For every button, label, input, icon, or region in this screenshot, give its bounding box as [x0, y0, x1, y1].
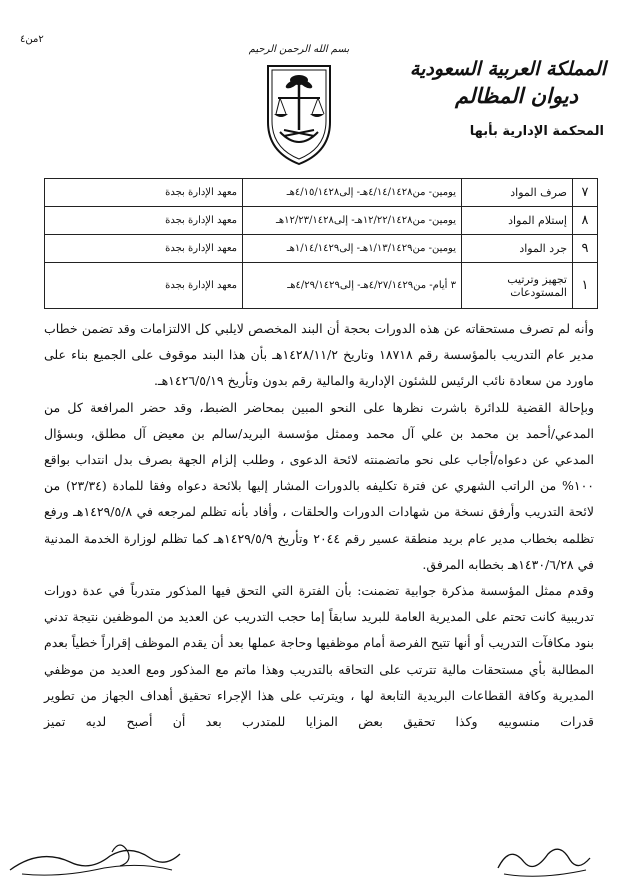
course-place: معهد الإدارة بجدة	[45, 207, 243, 235]
body-paragraph: وقدم ممثل المؤسسة مذكرة جوابية تضمنت: بأن الفترة التي التحق فيها المذكور متدرباً في عدة دورات تدريبية كانت تحتم على المديرية العامة للبريد سابقاً إما حجب التدريب عن العديد من الموظفين نتيجة تدني بنود مكافآت التدريب أو أنها تتيح الفرصة أمام موظفيها وحاجة عملها بعد أن يقدم الموظف إقراراً خطياً بعدم المطالبة بأي مستحقات مالية تترتب على التحاقه بالتدريب وهذا ماتم مع المذكور ومع العديد من موظفي المديرية وكافة القطاعات البريدية التابعة لها ، ويترتب على هذا الإجراء تحقيق أهداف الجهاز من تطوير قدرات منسوبيه وكذا تحقيق بعض المزايا للمتدرب بعد أن أصبح لديه تميز	[44, 583, 594, 730]
course-place: معهد الإدارة بجدة	[45, 263, 243, 309]
course-name: جرد المواد	[462, 235, 573, 263]
board-name: ديوان المظالم	[455, 83, 578, 108]
course-period: يومين- من٤/١٤/١٤٢٨هـ- إلى٤/١٥/١٤٢٨هـ	[243, 179, 462, 207]
row-number: ١	[573, 263, 598, 309]
table-row	[45, 235, 598, 263]
course-name: إستلام المواد	[462, 207, 573, 235]
row-number: ٩	[573, 235, 598, 263]
table-row	[45, 207, 598, 235]
signature-right-icon	[498, 849, 590, 876]
course-place: معهد الإدارة بجدة	[45, 235, 243, 263]
signature-left-icon	[10, 845, 180, 875]
body-paragraph: وبإحالة القضية للدائرة باشرت نظرها على النحو المبين بمحاضر الضبط، وقد حضر المرافعة كل من المدعي/أحمد بن محمد بن علي آل محمد وممثل مؤسسة البريد/سالم بن معيض آل مطلق، وبسؤال المدعي عن دعواه/أجاب على نحو ماتضمنته لائحة الدعوى ، وطلب إلزام الجهة بصرف بدل انتداب بواقع ١٠٠% من الراتب الشهري عن فترة تكليفه بالدورات المشار إليها بلائحة دعواه وفقا للمادة (٢٣/٣٤) من لائحة التدريب وأرفق نسخة من شهادات الدورات والحلقات ، وأفاد بأنه تظلم لمرجعه في ١٤٢٩/٥/٨هـ ورفع تظلمه بخطاب مدير عام بريد منطقة عسير رقم ٢٠٤٤ وتأريخ ١٤٢٩/٥/٩هـ كما تظلم لوزارة الخدمة المدنية في ١٤٣٠/٦/٢٨هـ بخطابه المرفق.	[44, 399, 595, 572]
signatures	[0, 818, 626, 894]
course-period: يومين- من١/١٣/١٤٢٩هـ- إلى١/١٤/١٤٢٩هـ	[243, 235, 462, 263]
table-row	[45, 179, 598, 207]
kingdom-name: المملكة العربية السعودية	[409, 58, 606, 80]
course-period: ٣ أيام- من٤/٢٧/١٤٢٩هـ- إلى٤/٢٩/١٤٢٩هـ	[243, 263, 462, 309]
table-row	[45, 263, 598, 309]
basmala: بسم الله الرحمن الرحيم	[248, 44, 350, 55]
course-period: يومين- من١٢/٢٢/١٤٢٨هـ- إلى١٢/٢٣/١٤٢٨هـ	[243, 207, 462, 235]
course-place: معهد الإدارة بجدة	[45, 179, 243, 207]
course-name: تجهيز وترتيب المستودعات	[462, 263, 573, 309]
course-name: صرف المواد	[462, 179, 573, 207]
agency-header	[368, 56, 608, 142]
row-number: ٨	[573, 207, 598, 235]
document-body	[44, 316, 594, 735]
court-emblem-icon	[262, 60, 336, 168]
page-number: ٢من٤	[20, 34, 44, 45]
court-name: المحكمة الإدارية بأبها	[469, 124, 604, 139]
row-number: ٧	[573, 179, 598, 207]
body-paragraph: وأنه لم تصرف مستحقاته عن هذه الدورات بحجة أن البند المخصص لايلبي كل الالتزامات وقد تضمن خطاب مدير عام التدريب بالمؤسسة رقم ١٨٧١٨ وتاريخ ١٤٢٨/١١/٢هـ بأن هذا البند موقوف على الجميع بناء على ماورد من سعادة نائب الرئيس للشئون الإدارية والمالية رقم بدون وتأريخ ١٤٢٦/٥/١٩هـ.	[44, 321, 594, 389]
courses-table	[44, 178, 598, 309]
